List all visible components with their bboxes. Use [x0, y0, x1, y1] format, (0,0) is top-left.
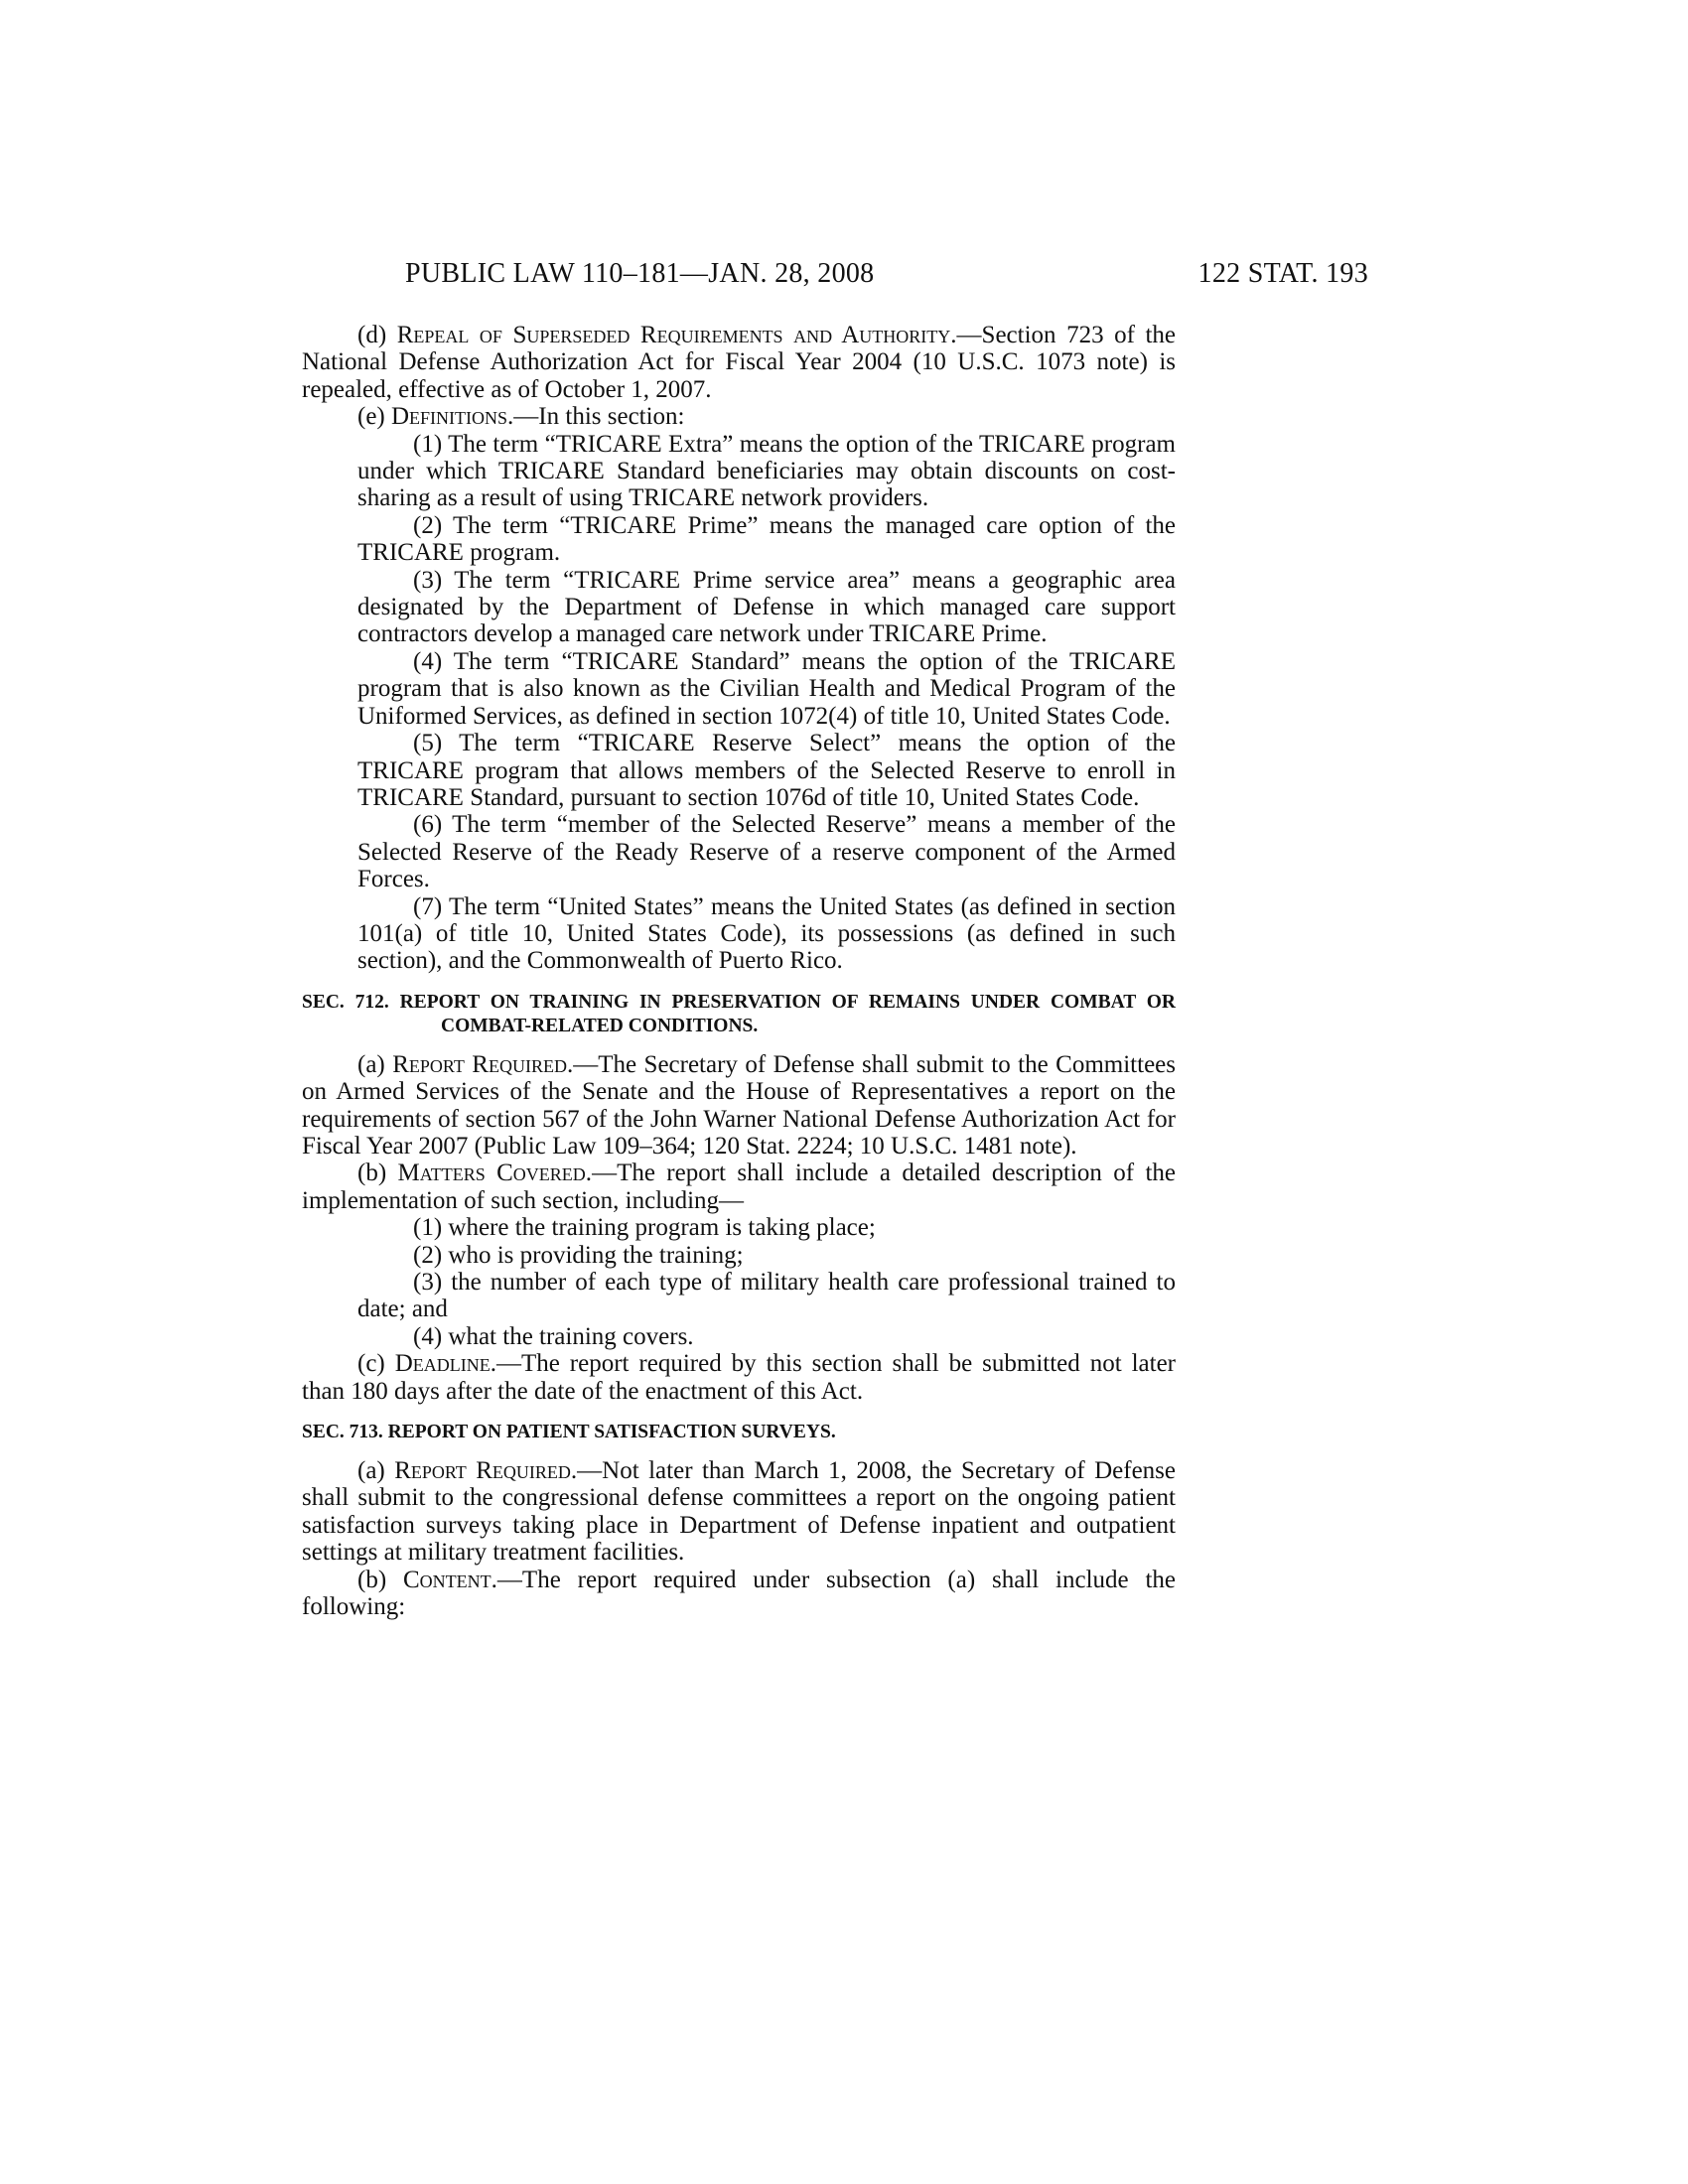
matter-covered-4: (4) what the training covers. [413, 1322, 694, 1350]
subsection-d-label: (d) [357, 322, 387, 348]
section-713-b-text: The report required under subsection (a) shall include the following: [302, 1566, 1177, 1621]
section-712-b-label: (b) [357, 1160, 387, 1187]
subsection-e-label: (e) [357, 403, 385, 431]
section-713-subsection-a: (a) Report Required.—Not later than March 1, 2008, the Secretary of Defense shall submit to the congressional defense committees a report on the ongoing patient satisfaction surveys taking place in Department of Defense inpatient and outpatient settings at military treatment facilities. [302, 1457, 1177, 1567]
section-712-subsection-a: (a) Report Required.—The Secretary of Defense shall submit to the Committees on Armed Services of the Senate and the House of Representatives a report on the requirements of section 567 of the John Warner National Defense Authorization Act for Fiscal Year 2007 (Public Law 109–364; 120 Stat. 2224; 10 U.S.C. 1481 note). [302, 1050, 1176, 1160]
definition-1: (1) The term “TRICARE Extra” means the option of the TRICARE program under which TRICARE Standard beneficiaries may obtain discounts on cost-sharing as a result of using TRICARE network providers. [357, 430, 1176, 512]
subsection-d-heading: Repeal of Superseded Requirements and Authority. [396, 322, 957, 348]
subsection-e: (e) Definitions.—In this section: [357, 403, 685, 431]
document-body [302, 322, 1176, 1620]
section-713-a-label: (a) [357, 1457, 385, 1485]
section-712-c-text: The report required by this section shall be submitted not later than 180 days after the date of the enactment of this Act. [302, 1350, 1177, 1405]
running-header [405, 254, 1368, 294]
section-712-a-label: (a) [357, 1050, 385, 1078]
subsection-d: (d) Repeal of Superseded Requirements and Authority.—Section 723 of the National Defense Authorization Act for Fiscal Year 2004 (10 U.S.C. 1073 note) is repealed, effective as of October 1, 2007. [302, 322, 1177, 403]
definition-4: (4) The term “TRICARE Standard” means the option of the TRICARE program that is also known as the Civilian Health and Medical Program of the Uniformed Services, as defined in section 1072(4) of title 10, United States Code. [357, 647, 1176, 730]
section-713-b-heading: Content. [403, 1566, 497, 1593]
subsection-e-text: In this section: [538, 403, 685, 431]
section-712-heading: SEC. 712. REPORT ON TRAINING IN PRESERVATION OF REMAINS UNDER COMBAT OR COMBAT-RELATED CONDITIONS. [302, 991, 1176, 1036]
definition-5: (5) The term “TRICARE Reserve Select” means the option of the TRICARE program that allows members of the Selected Reserve to enroll in TRICARE Standard, pursuant to section 1076d of title 10, United States Code. [357, 730, 1176, 811]
section-712-c-heading: Deadline. [394, 1350, 496, 1378]
matter-covered-2: (2) who is providing the training; [413, 1241, 744, 1269]
section-713-a-heading: Report Required. [394, 1457, 578, 1485]
section-712-a-heading: Report Required. [392, 1050, 574, 1078]
section-713-b-label: (b) [357, 1566, 387, 1593]
section-712-subsection-b: (b) Matters Covered.—The report shall include a detailed description of the implementation of such section, including— [302, 1160, 1177, 1214]
section-713-heading: SEC. 713. REPORT ON PATIENT SATISFACTION SURVEYS. [302, 1422, 836, 1443]
matter-covered-1: (1) where the training program is taking place; [413, 1214, 876, 1242]
section-712-c-label: (c) [357, 1350, 385, 1378]
section-713-subsection-b: (b) Content.—The report required under subsection (a) shall include the following: [302, 1566, 1177, 1621]
matter-covered-3: (3) the number of each type of military health care professional trained to date; and [357, 1269, 1176, 1323]
subsection-d-text: Section 723 of the National Defense Authorization Act for Fiscal Year 2004 (10 U.S.C. 1073 note) is repealed, effective as of October 1, 2007. [302, 322, 1177, 403]
section-713-a-text: Not later than March 1, 2008, the Secretary of Defense shall submit to the congressional defense committees a report on the ongoing patient satisfaction surveys taking place in Department of Defense inpatient and outpatient settings at military treatment facilities. [302, 1457, 1177, 1567]
section-712-b-text: The report shall include a detailed description of the implementation of such section, including— [302, 1160, 1177, 1214]
section-712-b-heading: Matters Covered. [397, 1160, 593, 1187]
definition-6: (6) The term “member of the Selected Reserve” means a member of the Selected Reserve of the Ready Reserve of a reserve component of the Armed Forces. [357, 811, 1176, 893]
subsection-e-heading: Definitions. [391, 403, 514, 431]
definition-2: (2) The term “TRICARE Prime” means the managed care option of the TRICARE program. [357, 511, 1176, 567]
statute-page-number: 122 STAT. 193 [1197, 258, 1368, 289]
section-712-a-text: The Secretary of Defense shall submit to the Committees on Armed Services of the Senate and the House of Representatives a report on the requirements of section 567 of the John Warner National Defense Authorization Act for Fiscal Year 2007 (Public Law 109–364; 120 Stat. 2224; 10 U.S.C. 1481 note). [302, 1050, 1176, 1160]
public-law-citation: PUBLIC LAW 110–181—JAN. 28, 2008 [405, 258, 875, 289]
definition-3: (3) The term “TRICARE Prime service area” means a geographic area designated by the Department of Defense in which managed care support contractors develop a managed care network under TRICARE Prime. [357, 566, 1176, 648]
section-712-subsection-c: (c) Deadline.—The report required by this section shall be submitted not later than 180 days after the date of the enactment of this Act. [302, 1350, 1177, 1405]
definition-7: (7) The term “United States” means the United States (as defined in section 101(a) of title 10, United States Code), its possessions (as defined in such section), and the Commonwealth of Puerto Rico. [357, 892, 1176, 975]
